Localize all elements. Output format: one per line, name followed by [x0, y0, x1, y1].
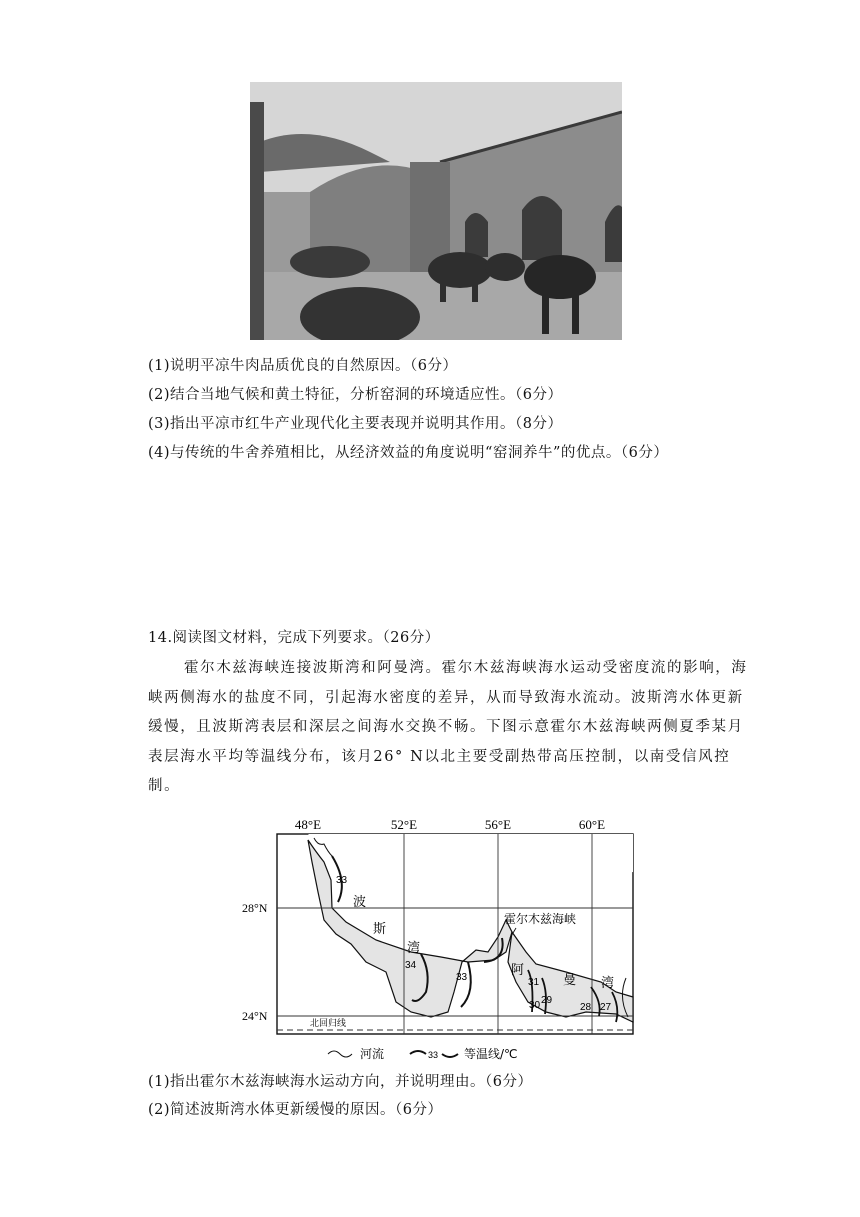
gulf-char: 斯	[373, 922, 387, 937]
isotherm-legend-symbol	[410, 1051, 426, 1054]
legend-isotherm: 等温线/℃	[464, 1047, 518, 1061]
strait-label: 霍尔木兹海峡	[504, 912, 577, 926]
oman-char: 湾	[601, 976, 615, 991]
lon-label-56: 56°E	[484, 817, 512, 832]
oman-char: 曼	[563, 973, 577, 988]
isotherm-label: 33	[456, 972, 468, 983]
isotherm-legend-symbol	[442, 1054, 458, 1057]
lon-label-52: 52°E	[390, 817, 418, 832]
tropic-label: 北回归线	[310, 1018, 347, 1028]
legend-isotherm-value: 33	[428, 1050, 439, 1060]
legend-river: 河流	[360, 1047, 385, 1061]
question-14-2: (2)简述波斯湾水体更新缓慢的原因。（6分）	[148, 1102, 443, 1118]
isotherm-label: 31	[528, 977, 540, 988]
lat-label-24: 24°N	[242, 1009, 268, 1023]
question-14-material	[148, 654, 748, 802]
isotherm-line	[461, 962, 471, 1007]
question-13-1: (1)说明平凉牛肉品质优良的自然原因。（6分）	[148, 358, 458, 374]
question-14-heading: 14.阅读图文材料，完成下列要求。（26分）	[148, 630, 440, 646]
isotherm-label: 30	[529, 1000, 541, 1011]
lon-label-60: 60°E	[578, 817, 606, 832]
isotherm-label: 34	[405, 960, 417, 971]
isotherm-label: 28	[580, 1002, 592, 1013]
lat-label-28: 28°N	[242, 901, 268, 915]
oman-char: 阿	[511, 963, 525, 978]
isotherm-label: 33	[336, 875, 348, 886]
isotherm-label: 29	[541, 995, 553, 1006]
question-13-2: (2)结合当地气候和黄土特征，分析窑洞的环境适应性。（6分）	[148, 387, 563, 403]
gulf-char: 湾	[407, 941, 421, 956]
question-13-4: (4)与传统的牛舍养殖相比，从经济效益的角度说明“窑洞养牛”的优点。（6分）	[148, 445, 669, 461]
cave-dwelling-cattle-photo	[250, 82, 622, 340]
material-text: 霍尔木兹海峡连接波斯湾和阿曼湾。霍尔木兹海峡海水运动受密度流的影响，海峡两侧海水的盐度不同，引起海水密度的差异，从而导致海水流动。波斯湾水体更新缓慢，且波斯湾表层和深层之间海水交换不畅。下图示意霍尔木兹海峡两侧夏季某月表层海水平均等温线分布，该月26° N以北主要受副热带高压控制，以南受信风控制。	[148, 660, 748, 794]
isotherm-label: 27	[600, 1002, 612, 1013]
river-legend-symbol	[328, 1051, 352, 1057]
question-13-3: (3)指出平凉市红牛产业现代化主要表现并说明其作用。（8分）	[148, 416, 563, 432]
question-14-1: (1)指出霍尔木兹海峡海水运动方向，并说明理由。（6分）	[148, 1074, 533, 1090]
strait-of-hormuz-isotherm-map	[236, 812, 640, 1068]
lon-label-48: 48°E	[294, 817, 322, 832]
gulf-char: 波	[353, 895, 367, 910]
